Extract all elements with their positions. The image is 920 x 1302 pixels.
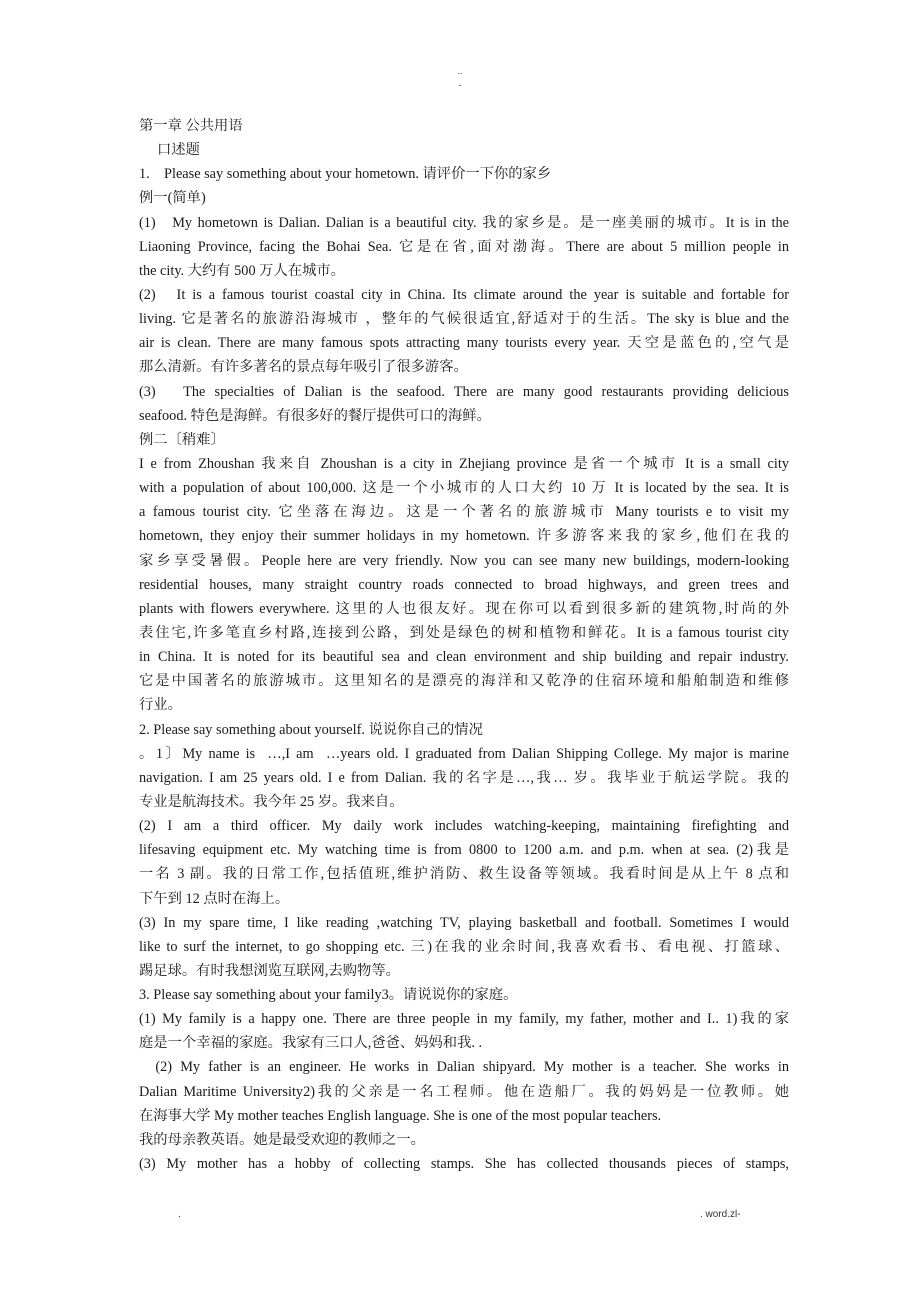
paragraph-line: 踢足球。有时我想浏览互联网,去购物等。	[139, 962, 400, 979]
paragraph-line: (1) My hometown is Dalian. Dalian is a beautiful city. 我的家乡是。是一座美丽的城市。It is in the	[139, 214, 789, 231]
footer-source: . word.zl-	[700, 1209, 741, 1220]
chapter-title: 第一章 公共用语	[139, 118, 243, 134]
paragraph-line: plants with flowers everywhere. 这里的人也很友好。现在你可以看到很多新的建筑物,时尚的外	[139, 600, 789, 617]
paragraph-line: I e from Zhoushan 我来自 Zhoushan is a city in Zhejiang province 是省一个城市 It is a small city	[139, 455, 789, 472]
paragraph-line: seafood. 特色是海鲜。有很多好的餐厅提供可口的海鲜。	[139, 407, 491, 424]
paragraph-line: 它是中国著名的旅游城市。这里知名的是漂亮的海洋和又乾净的住宿环境和船舶制造和维修	[139, 673, 789, 690]
paragraph-line: with a population of about 100,000. 这是一个小城市的人口大约 10 万 It is located by the sea. It is	[139, 480, 789, 497]
paragraph-line: the city. 大约有 500 万人在城市。	[139, 262, 345, 279]
paragraph-line: (1) My family is a happy one. There are three people in my family, my father, mother and I.. 1)我的家	[139, 1011, 789, 1028]
paragraph-line: 一名 3 副。我的日常工作,包括值班,维护消防、救生设备等领域。我看时间是从上午 8 点和	[139, 866, 789, 883]
paragraph-line: living. 它是著名的旅游沿海城市 ，整年的气候很适宜,舒适对于的生活。The sky is blue and the	[139, 311, 789, 328]
paragraph-line: (3) My mother has a hobby of collecting stamps. She has collected thousands pieces of stamps,	[139, 1156, 789, 1173]
paragraph-line: 行业。	[139, 697, 182, 714]
paragraph-line: (3) In my spare time, I like reading ,watching TV, playing basketball and football. Sometimes I would	[139, 914, 789, 931]
paragraph-line: air is clean. There are many famous spots attracting many tourists every year. 天空是蓝色的,空气是	[139, 335, 789, 352]
paragraph-line: like to surf the internet, to go shopping etc. 三)在我的业余时间,我喜欢看书、看电视、打篮球、	[139, 938, 789, 955]
question-2: 2. Please say something about yourself. 说说你自己的情况	[139, 721, 483, 738]
paragraph-line: 。1〕My name is …,I am …years old. I graduated from Dalian Shipping College. My major is marine	[139, 745, 789, 762]
paragraph-line: lifesaving equipment etc. My watching time is from 0800 to 1200 a.m. and p.m. when at sea. (2)我是	[139, 842, 789, 859]
paragraph-line: 专业是航海技术。我今年 25 岁。我来自。	[139, 793, 404, 810]
paragraph-line: 我的母亲教英语。她是最受欢迎的教师之一。	[139, 1131, 425, 1148]
paragraph-line: 那么清新。有许多著名的景点每年吸引了很多游客。	[139, 359, 468, 376]
example-2-heading: 例二〔稍难〕	[139, 431, 225, 448]
paragraph-line: 下午到 12 点时在海上。	[139, 890, 290, 907]
paragraph-line: 庭是一个幸福的家庭。我家有三口人,爸爸、妈妈和我. .	[139, 1035, 483, 1052]
document-body	[139, 114, 789, 1176]
paragraph-line: Dalian Maritime University2)我的父亲是一名工程师。他在造船厂。我的妈妈是一位教师。她	[139, 1083, 789, 1100]
paragraph-line: (2) My father is an engineer. He works in Dalian shipyard. My mother is a teacher. She works in	[139, 1059, 789, 1076]
paragraph-line: hometown, they enjoy their summer holidays in my hometown. 许多游客来我的家乡,他们在我的	[139, 528, 789, 545]
question-1: 1. Please say something about your hometown. 请评价一下你的家乡	[139, 166, 552, 183]
question-3: 3. Please say something about your family3。请说说你的家庭。	[139, 987, 518, 1004]
paragraph-line: in China. It is noted for its beautiful sea and clean environment and ship building and repair industry.	[139, 649, 789, 666]
header-dash: -	[458, 80, 462, 90]
paragraph-line: Liaoning Province, facing the Bohai Sea. 它是在省,面对渤海。There are about 5 million people in	[139, 238, 789, 255]
paragraph-line: navigation. I am 25 years old. I e from Dalian. 我的名字是…,我… 岁。我毕业于航运学院。我的	[139, 769, 789, 786]
paragraph-line: (2) It is a famous tourist coastal city in China. Its climate around the year is suitable and fortable for	[139, 286, 789, 303]
section-heading: 口述题	[157, 142, 200, 159]
paragraph-line: 家乡享受暑假。People here are very friendly. Now you can see many new buildings, modern-looking	[139, 552, 789, 569]
paragraph-line: (2) I am a third officer. My daily work includes watching-keeping, maintaining firefighting and	[139, 818, 789, 835]
paragraph-line: 表住宅,许多笔直乡村路,连接到公路，到处是绿色的树和植物和鲜花。It is a famous tourist city	[139, 624, 789, 641]
paragraph-line: 在海事大学 My mother teaches English language. She is one of the most popular teachers.	[139, 1107, 662, 1124]
footer-left-mark: .	[178, 1209, 181, 1220]
paragraph-line: a famous tourist city. 它坐落在海边。这是一个著名的旅游城市 Many tourists e to visit my	[139, 504, 789, 521]
paragraph-line: residential houses, many straight country roads connected to broad highways, and green trees and	[139, 576, 789, 593]
header-dots: ..	[457, 66, 463, 76]
example-1-heading: 例一(简单)	[139, 190, 206, 207]
paragraph-line: (3) The specialties of Dalian is the seafood. There are many good restaurants providing delicious	[139, 383, 789, 400]
